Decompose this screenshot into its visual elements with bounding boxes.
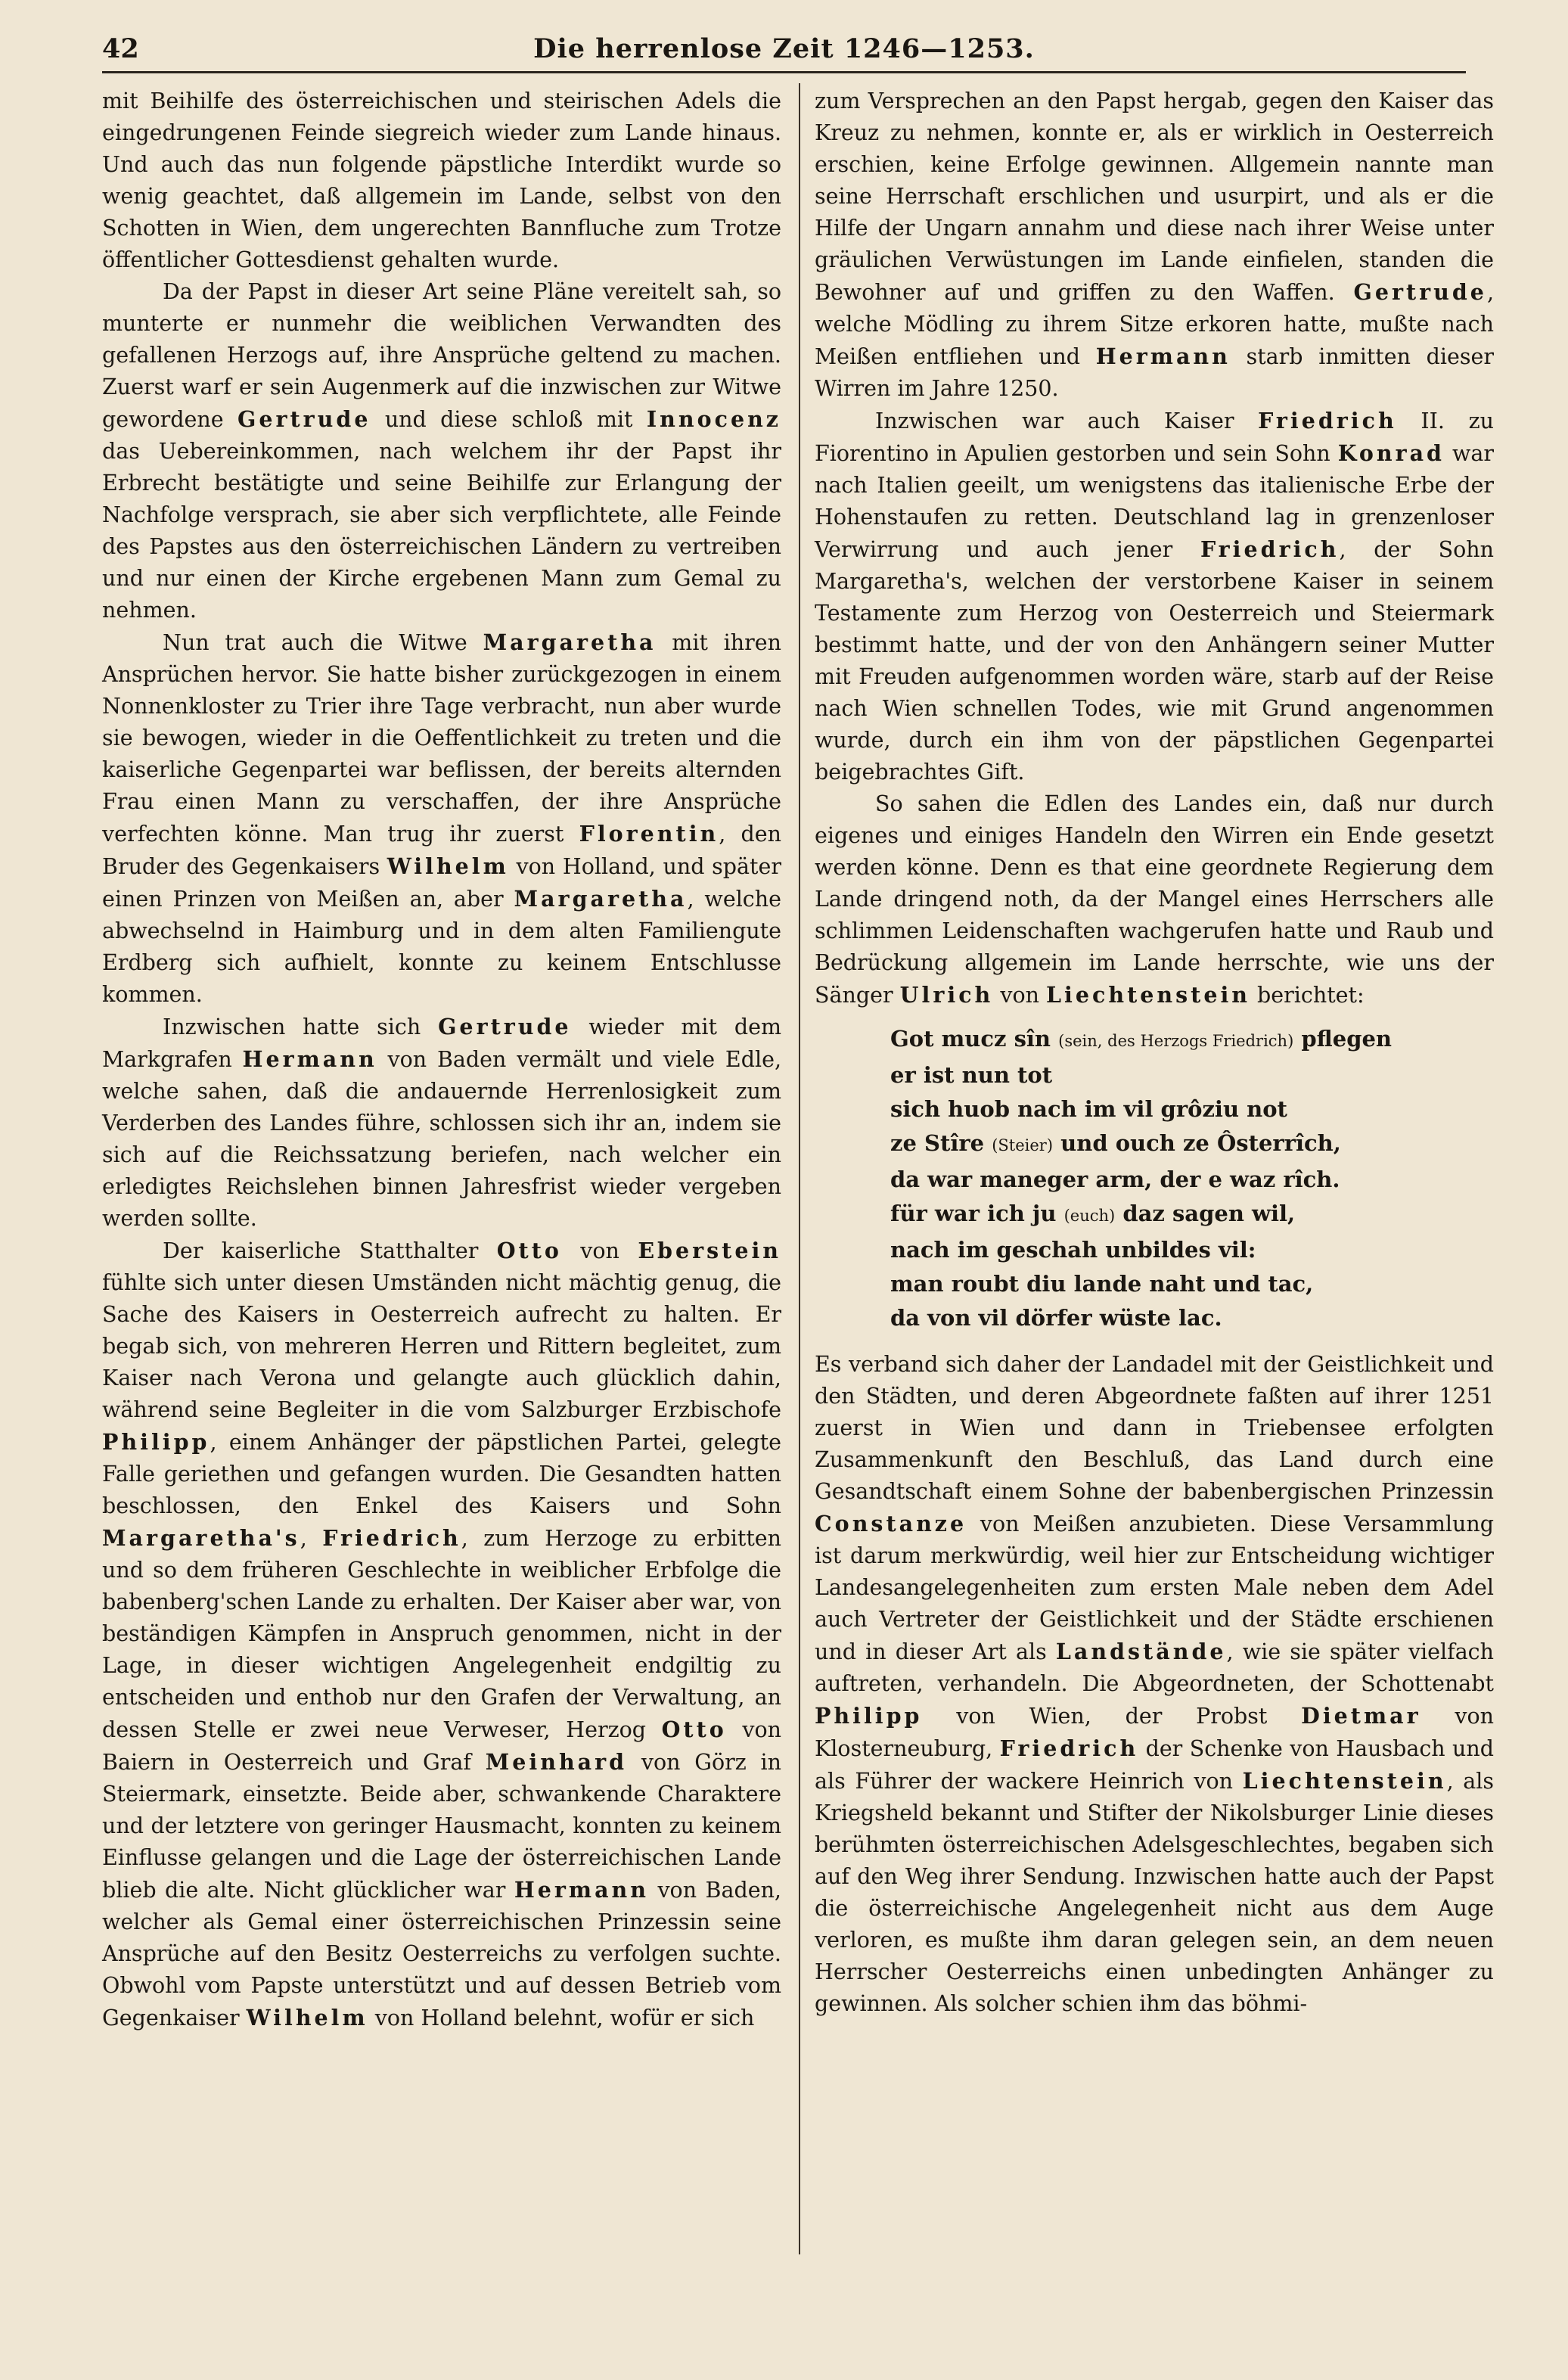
poem-text: daz sagen wil, — [1122, 1201, 1296, 1226]
poem-line — [890, 1197, 1494, 1233]
spaced-name: Innocenz — [646, 406, 781, 432]
spaced-name: Constanze — [815, 1511, 967, 1536]
spaced-name: Eberstein — [638, 1238, 782, 1263]
spaced-name: Margaretha — [483, 629, 657, 655]
paragraph: Nun trat auch die Witwe Margaretha mit ihren Ansprüchen hervor. Sie hatte bisher zurückgezogen in einem Nonnenkloster zu Trier ihre Tage verbracht, nun aber wurde sie bewogen, wieder in die Oeffentlichkeit zu treten und die kaiserliche Gegenpartei war beflissen, der bereits alternden Frau einen Mann zu verschaffen, der ihre Ansprüche verfechten könne. Man trug ihr zuerst Florentin, den Bruder des Gegenkaisers Wilhelm von Holland, und später einen Prinzen von Meißen an, aber Margaretha, welche abwechselnd in Haimburg und in dem alten Familiengute Erdberg sich aufhielt, konnte zu keinem Entschlusse kommen. — [102, 629, 782, 1007]
spaced-name: Dietmar — [1301, 1703, 1421, 1729]
spaced-name: Gertrude — [438, 1014, 572, 1039]
spaced-name: Wilhelm — [387, 853, 509, 879]
spaced-name: Ulrich — [899, 982, 994, 1008]
spaced-name: Otto — [496, 1238, 562, 1263]
running-title: Die herrenlose Zeit 1246—1253. — [533, 33, 1035, 64]
poem-line — [890, 1126, 1494, 1163]
spaced-name: Friedrich — [322, 1525, 461, 1551]
poem-quote — [890, 1022, 1494, 1335]
spaced-name: Gertrude — [1353, 279, 1487, 305]
right-column — [815, 85, 1494, 2020]
page-number: 42 — [102, 33, 139, 64]
poem-gloss: (Steier) — [992, 1136, 1054, 1154]
poem-text: ze Stîre — [890, 1130, 985, 1156]
paragraph: Es verband sich daher der Landadel mit der Geistlichkeit und den Städten, und deren Abgeordnete faßten auf ihrer 1251 zuerst in Wien und dann in Triebensee erfolgten Zusammenkunft den Beschluß, das Land durch eine Gesandtschaft einem Sohne der babenbergischen Prinzessin Constanze von Meißen anzubieten. Diese Versammlung ist darum merkwürdig, weil hier zur Entscheidung wichtiger Landesangelegenheiten zum ersten Male neben dem Adel auch Vertreter der Geistlichkeit und der Städte erschienen und in dieser Art als Landstände, wie sie später vielfach auftreten, verhandeln. Die Abgeordneten, der Schottenabt Philipp von Wien, der Probst Dietmar von Klosterneuburg, Friedrich der Schenke von Hausbach und als Führer der wackere Heinrich von Liechtenstein, als Kriegsheld bekannt und Stifter der Nikolsburger Linie dieses berühmten österreichischen Adelsgeschlechtes, begaben sich auf den Weg ihrer Sendung. Inzwischen hatte auch der Papst die österreichische Angelegenheit nicht aus dem Auge verloren, es mußte ihm daran gelegen sein, an dem neuen Herrscher Oesterreichs einen unbedingten Anhänger zu gewinnen. Als solcher schien ihm das böhmi- — [815, 1352, 1495, 2016]
spaced-name: Friedrich — [1258, 408, 1397, 433]
poem-text: Got mucz sîn — [890, 1026, 1051, 1052]
spaced-name: Hermann — [242, 1046, 377, 1072]
paragraph: zum Versprechen an den Papst hergab, gegen den Kaiser das Kreuz zu nehmen, konnte er, als er wirklich in Oesterreich erschien, keine Erfolge gewinnen. Allgemein nannte man seine Herrschaft erschlichen und usurpirt, und als er die Hilfe der Ungarn annahm und diese nach ihrer Weise unter gräulichen Verwüstungen im Lande einfielen, standen die Bewohner auf und griffen zu den Waffen. Gertrude, welche Mödling zu ihrem Sitze erkoren hatte, mußte nach Meißen entfliehen und Hermann starb inmitten dieser Wirren im Jahre 1250. — [815, 89, 1494, 401]
poem-text: und ouch ze Ôsterrîch, — [1060, 1130, 1341, 1156]
poem-line: sich huob nach im vil grôziu not — [890, 1096, 1287, 1122]
column-divider — [799, 83, 800, 2254]
spaced-name: Konrad — [1337, 440, 1445, 466]
paragraph: Der kaiserliche Statthalter Otto von Eberstein fühlte sich unter diesen Umständen nicht mächtig genug, die Sache des Kaisers in Oesterreich aufrecht zu halten. Er begab sich, von mehreren Herren und Rittern begleitet, zum Kaiser nach Verona und gelangte auch glücklich dahin, während seine Begleiter in die vom Salzburger Erzbischofe Philipp, einem Anhänger der päpstlichen Partei, gelegte Falle geriethen und gefangen wurden. Die Gesandten hatten beschlossen, den Enkel des Kaisers und Sohn Margaretha's, Friedrich, zum Herzoge zu erbitten und so dem früheren Geschlechte in weiblicher Erbfolge die babenberg'schen Lande zu erhalten. Der Kaiser aber war, von beständigen Kämpfen in Anspruch genommen, nicht in der Lage, in dieser wichtigen Angelegenheit endgiltig zu entscheiden und enthob nur den Grafen der Verwaltung, an dessen Stelle er zwei neue Verweser, Herzog Otto von Baiern in Oesterreich und Graf Meinhard von Görz in Steiermark, einsetzte. Beide aber, schwankende Charaktere und der letztere von geringer Hausmacht, konnten zu keinem Einflusse gelangen und die Lage der österreichischen Lande blieb die alte. Nicht glücklicher war Hermann von Baden, welcher als Gemal einer österreichischen Prinzessin seine Ansprüche auf den Besitz Oesterreichs zu verfolgen suchte. Obwohl vom Papste unterstützt und auf dessen Betrieb vom Gegenkaiser Wilhelm von Holland belehnt, wofür er sich — [102, 1238, 782, 2030]
paragraph: Inzwischen war auch Kaiser Friedrich II. zu Fiorentino in Apulien gestorben und sein Sohn Konrad war nach Italien geeilt, um wenigstens das italienische Erbe der Hohenstaufen zu retten. Deutschland lag in grenzenloser Verwirrung und auch jener Friedrich, der Sohn Margaretha's, welchen der verstorbene Kaiser in seinem Testamente zum Herzog von Oesterreich und Steiermark bestimmt hatte, und der von den Anhängern seiner Mutter mit Freuden aufgenommen worden wäre, starb auf der Reise nach Wien schnellen Todes, wie mit Grund angenommen wurde, durch ein ihm von der päpstlichen Gegenpartei beigebrachtes Gift. — [815, 408, 1494, 785]
paragraph: So sahen die Edlen des Landes ein, daß nur durch eigenes und einiges Handeln den Wirren ein Ende gesetzt werden könne. Denn es that eine geordnete Regierung dem Lande dringend noth, da der Mangel eines Herrschers alle schlimmen Leidenschaften wachgerufen hatte und Raub und Bedrückung allgemein im Lande herrschte, wie uns der Sänger Ulrich von Liechtenstein berichtet: — [815, 791, 1494, 1008]
spaced-name: Hermann — [514, 1877, 649, 1903]
spaced-name: Philipp — [815, 1703, 923, 1729]
poem-line: da von vil dörfer wüste lac. — [890, 1305, 1222, 1331]
poem-line: nach im geschah unbildes vil: — [890, 1237, 1256, 1263]
spaced-name: Margaretha's — [102, 1525, 300, 1551]
spaced-name: Liechtenstein — [1046, 982, 1250, 1008]
spaced-name: Florentin — [579, 821, 719, 847]
poem-line — [890, 1022, 1494, 1058]
header-rule — [102, 71, 1466, 73]
paragraph: Da der Papst in dieser Art seine Pläne vereitelt sah, so munterte er nunmehr die weiblichen Verwandten des gefallenen Herzogs auf, ihre Ansprüche geltend zu machen. Zuerst warf er sein Augenmerk auf die inzwischen zur Witwe gewordene Gertrude und diese schloß mit Innocenz das Uebereinkommen, nach welchem ihr der Papst ihr Erbrecht bestätigte und seine Beihilfe zur Erlangung der Nachfolge versprach, sie aber sich verpflichtete, alle Feinde des Papstes aus den österreichischen Ländern zu vertreiben und nur einen der Kirche ergebenen Mann zum Gemal zu nehmen. — [102, 279, 781, 623]
spaced-name: Wilhelm — [246, 2005, 368, 2030]
poem-text: pflegen — [1301, 1026, 1392, 1052]
poem-line: man roubt diu lande naht und tac, — [890, 1271, 1314, 1297]
poem-text: für war ich ju — [890, 1201, 1057, 1226]
poem-gloss: (sein, des Herzogs Friedrich) — [1058, 1032, 1294, 1050]
paragraph: Inzwischen hatte sich Gertrude wieder mit dem Markgrafen Hermann von Baden vermält und viele Edle, welche sahen, daß die andauernde Herrenlosigkeit zum Verderben des Landes führe, schlossen sich ihr an, indem sie sich auf die Reichssatzung beriefen, nach welcher ein erledigtes Reichslehen binnen Jahresfrist wieder vergeben werden sollte. — [102, 1014, 782, 1231]
spaced-name: Margaretha — [514, 886, 688, 912]
spaced-name: Philipp — [102, 1429, 210, 1455]
spaced-name: Friedrich — [1200, 536, 1340, 562]
left-column — [102, 85, 781, 2034]
spaced-name: Hermann — [1095, 343, 1231, 369]
spaced-name: Meinhard — [485, 1749, 628, 1775]
poem-line: da war maneger arm, der e waz rîch. — [890, 1167, 1340, 1192]
spaced-name: Landstände — [1055, 1639, 1227, 1664]
paragraph: mit Beihilfe des österreichischen und steirischen Adels die eingedrungenen Feinde siegreich wieder zum Lande hinaus. Und auch das nun folgende päpstliche Interdikt wurde so wenig geachtet, daß allgemein im Lande, selbst von den Schotten in Wien, dem ungerechten Bannfluche zum Trotze öffentlicher Gottesdienst gehalten wurde. — [102, 89, 781, 272]
poem-line: er ist nun tot — [890, 1062, 1053, 1088]
spaced-name: Liechtenstein — [1242, 1768, 1447, 1794]
spaced-name: Otto — [661, 1717, 727, 1742]
poem-gloss: (euch) — [1063, 1207, 1116, 1225]
spaced-name: Gertrude — [238, 406, 371, 432]
spaced-name: Friedrich — [999, 1735, 1139, 1761]
